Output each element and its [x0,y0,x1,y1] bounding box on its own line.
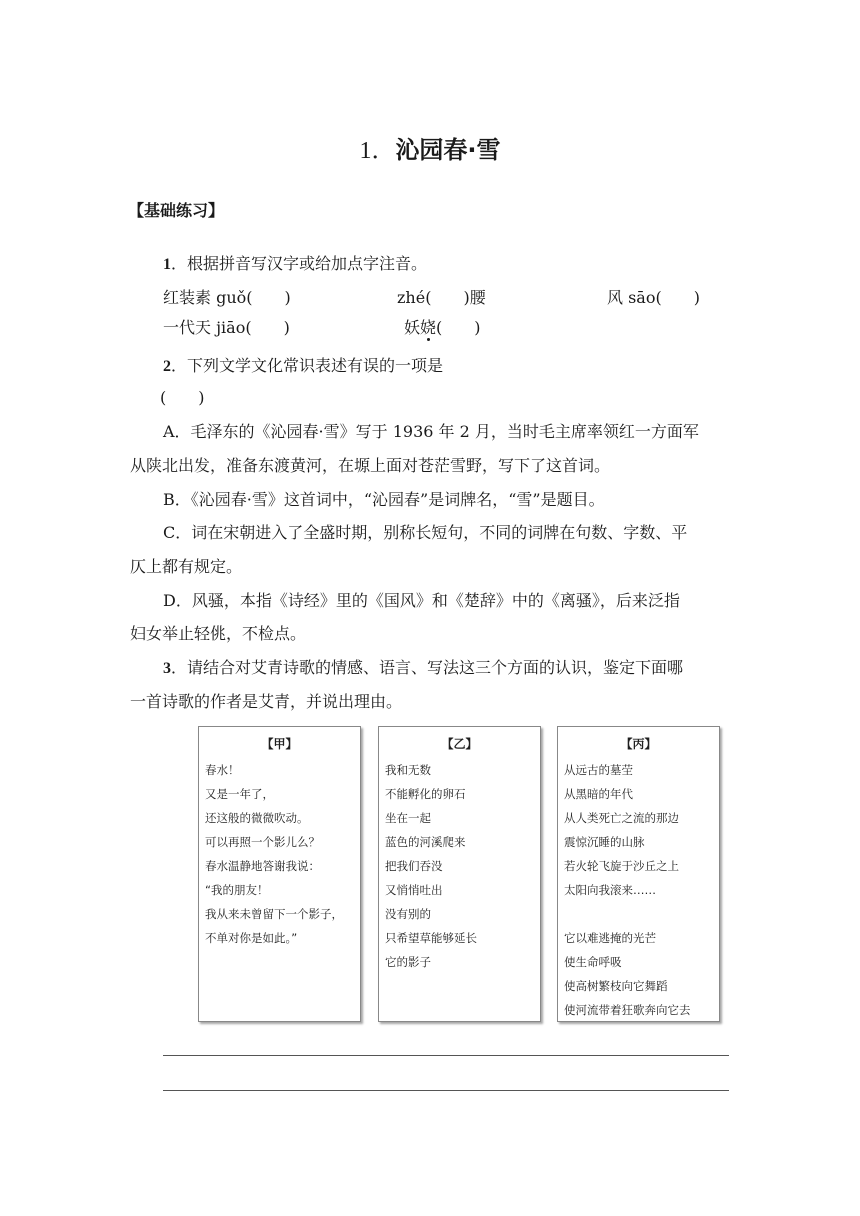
q1-item-e [404,315,481,338]
q1-item-e-pre: 妖 [404,318,421,337]
poem-line: 蓝色的河溪爬来 [385,835,466,849]
poem-line: 又是一年了， [205,787,274,801]
poem-line: 从远古的墓茔 [564,763,633,777]
poem-line: 可以再照一个影儿么？ [205,835,320,849]
poem-line: 又悄悄吐出 [385,883,443,897]
poem-lines [385,758,540,974]
q1-item-b: zhé( )腰 [397,288,486,307]
answer-line[interactable] [163,1090,729,1091]
q2-text: ．下列文学文化常识表述有误的一项是 [171,356,444,375]
q1-item-e-dotted-char: 娆 [420,315,436,338]
q1-item-c: 风 sāo( ) [607,288,700,307]
q2-number: 2 [163,358,171,375]
poem-line: 坐在一起 [385,811,431,825]
q1-prompt [163,251,427,274]
q3-number: 3 [163,660,171,677]
q1-number: 1 [163,256,171,273]
stanza-break [564,902,719,926]
poem-line: 使生命呼吸 [564,955,622,969]
q1-text: ．根据拼音写汉字或给加点字注音。 [171,254,428,273]
poem-line: 从人类死亡之流的那边 [564,811,679,825]
poem-line: 它以难逃掩的光芒 [564,931,656,945]
poem-line: 从黑暗的年代 [564,787,633,801]
poem-label: 【甲】 [261,737,298,751]
poem-box-jia [198,726,361,1022]
q2-option-d-line1: D．风骚，本指《诗经》里的《国风》和《楚辞》中的《离骚》，后来泛指 [163,591,680,610]
title-number: 1． [359,138,396,164]
poem-line: 我和无数 [385,763,431,777]
q2-option-b-line1: B．《沁园春·雪》这首词中，“沁园春”是词牌名，“雪”是题目。 [163,490,605,509]
q1-item-a: 红装素 guǒ( ) [163,288,291,307]
q2-option-c-line1: C．词在宋朝进入了全盛时期，别称长短句，不同的词牌在句数、字数、平 [163,523,688,542]
poem-line: 震惊沉睡的山脉 [564,835,645,849]
q3-prompt-line1 [163,655,683,678]
page-title [0,130,860,165]
poem-line: 把我们吞没 [385,859,443,873]
poem-lines [205,758,360,950]
poem-line: 春水！ [205,763,240,777]
poem-line: 若火轮飞旋于沙丘之上 [564,859,679,873]
poem-label: 【乙】 [441,737,478,751]
q2-option-c-line2: 仄上都有规定。 [130,557,243,576]
poem-line: 春水温静地答谢我说： [205,859,320,873]
q3-prompt-line2: 一首诗歌的作者是艾青，并说出理由。 [130,692,403,711]
q1-item-e-post: ( ) [436,318,481,337]
poem-line: “我的朋友！ [205,883,269,897]
title-text: 沁园春·雪 [395,136,501,164]
q2-option-d-line2: 妇女举止轻佻，不检点。 [130,624,307,643]
poem-line: 我从来未曾留下一个影子， [205,907,343,921]
q3-text-line1: ．请结合对艾青诗歌的情感、语言、写法这三个方面的认识，鉴定下面哪 [171,658,684,677]
poem-box-yi [378,726,541,1022]
poem-line: 太阳向我滚来…… [564,883,656,897]
poem-line: 不单对你是如此。” [205,931,298,945]
poem-box-bing [557,726,720,1022]
poem-line: 只希望草能够延长 [385,931,477,945]
q2-option-a-line1: A．毛泽东的《沁园春·雪》写于 1936 年 2 月，当时毛主席率领红一方面军 [163,422,699,441]
poem-line: 还这般的微微吹动。 [205,811,309,825]
poem-line: 使河流带着狂歌奔向它去 [564,1003,691,1017]
poem-line: 不能孵化的卵石 [385,787,466,801]
poem-lines [564,758,719,1022]
q2-answer-bracket: ( ) [160,388,205,407]
poem-line: 没有别的 [385,907,431,921]
answer-line[interactable] [163,1055,729,1056]
q2-prompt [163,353,443,376]
poem-line: 它的影子 [385,955,431,969]
section-heading: 【基础练习】 [128,201,225,220]
poem-label: 【丙】 [620,737,657,751]
poem-line: 使高树繁枝向它舞蹈 [564,979,668,993]
q1-item-d: 一代天 jiāo( ) [163,318,290,337]
q2-option-a-line2: 从陕北出发，准备东渡黄河，在塬上面对苍茫雪野，写下了这首词。 [130,456,611,475]
